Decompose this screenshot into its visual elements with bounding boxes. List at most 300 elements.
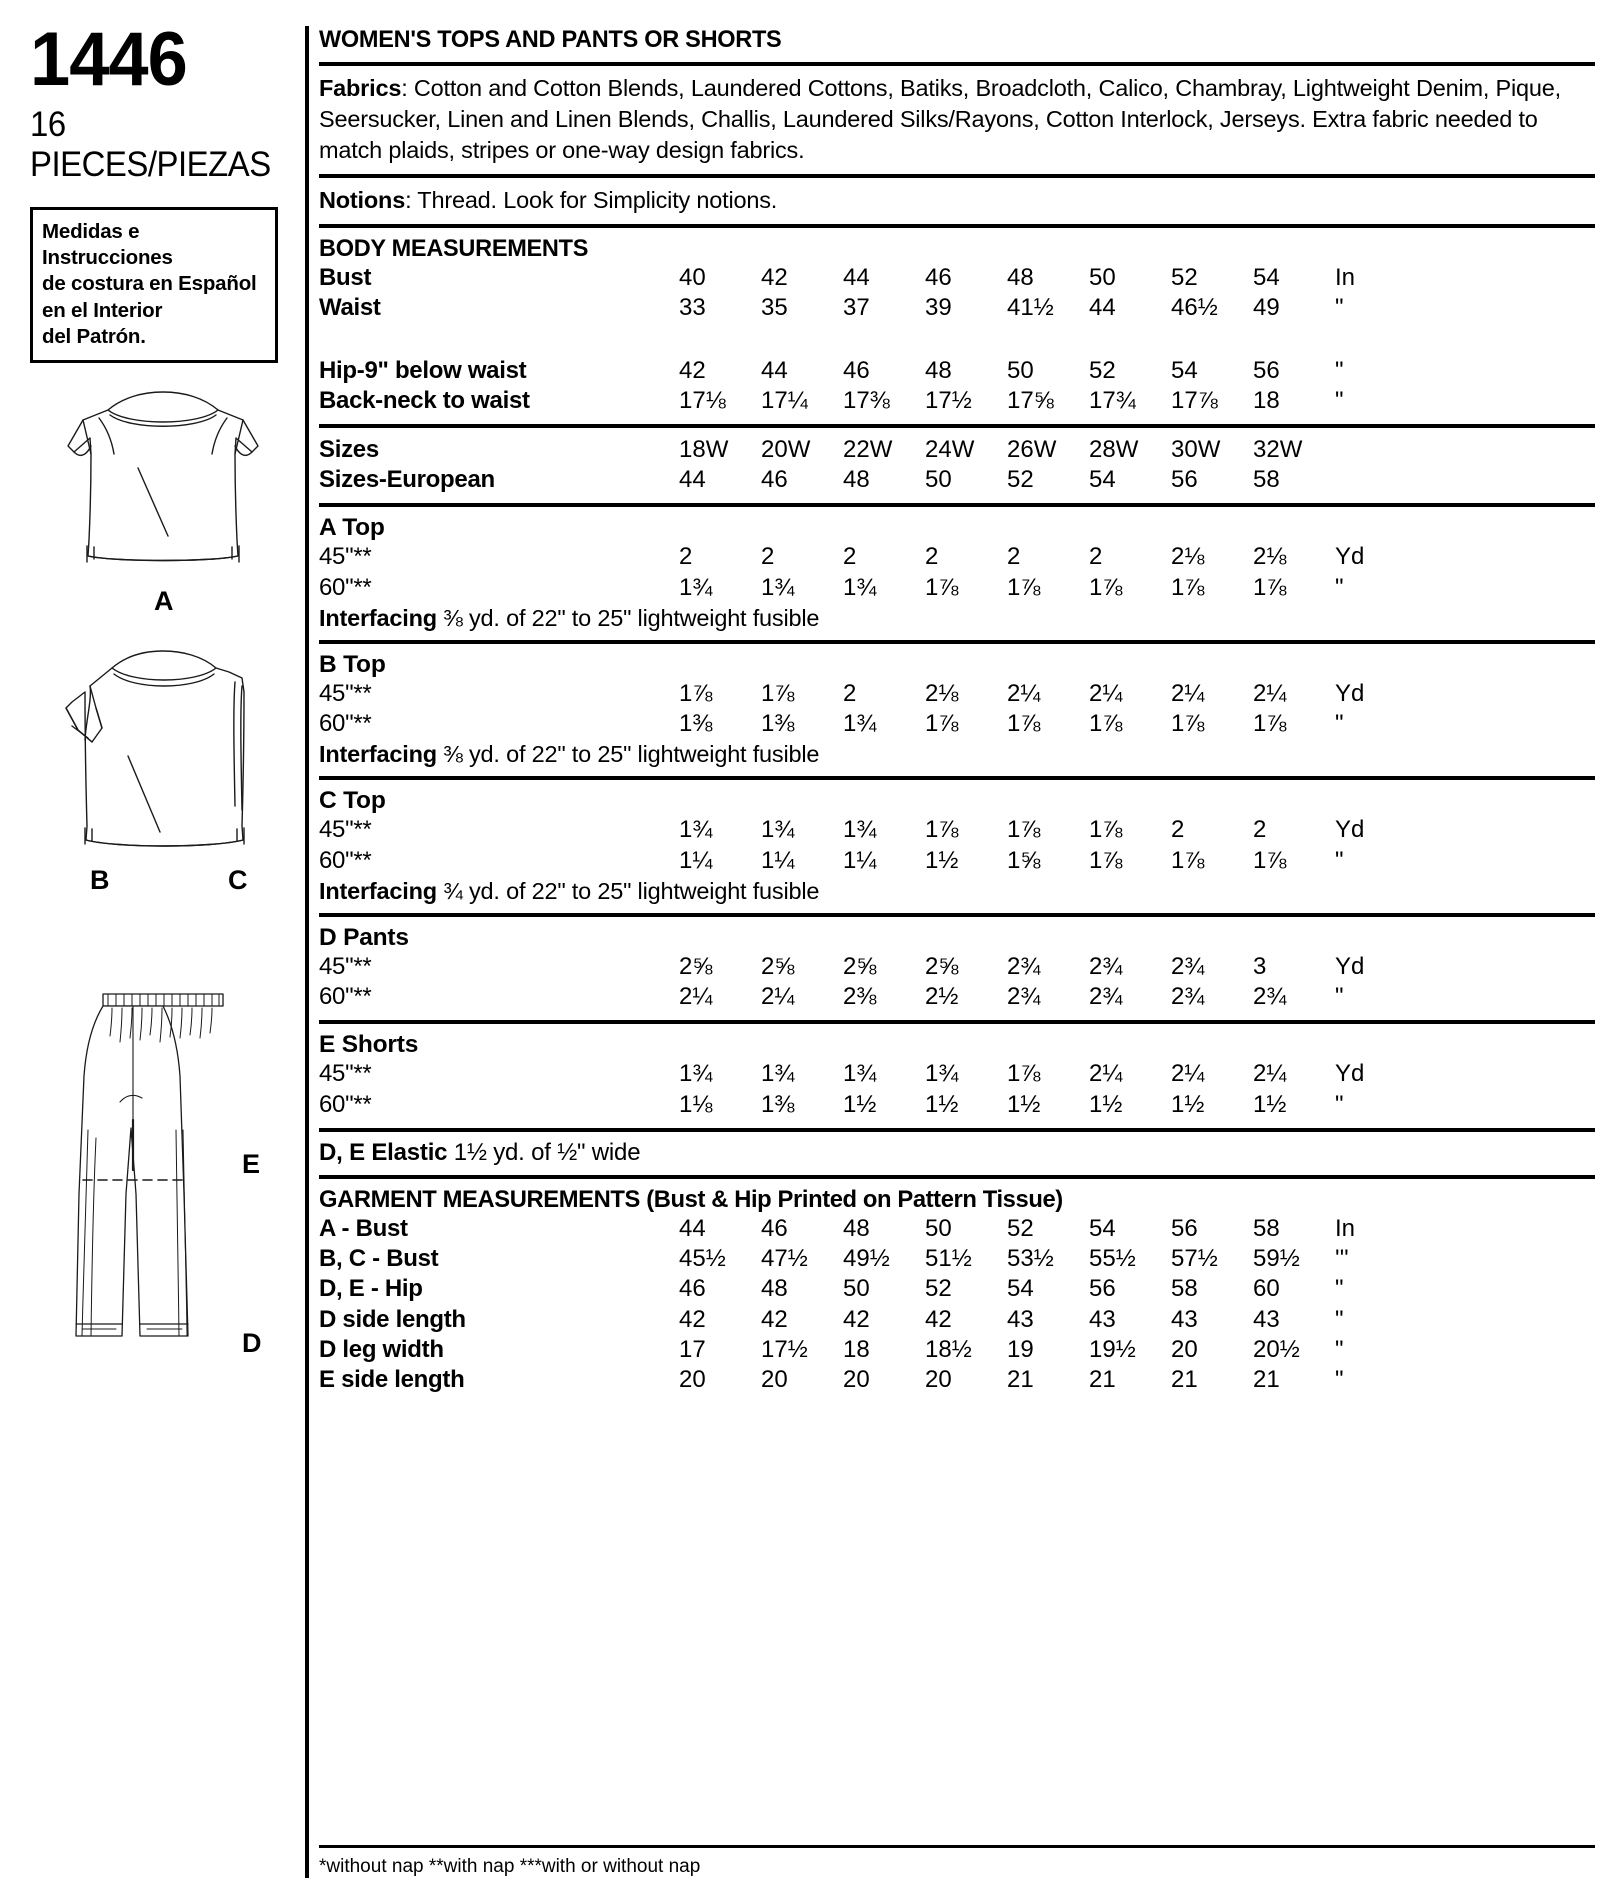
- cell: 46: [843, 356, 870, 384]
- view-d-title: D Pants: [319, 923, 409, 951]
- cell: 46: [925, 264, 952, 292]
- cell: 43: [1089, 1305, 1116, 1333]
- cell: 17⅜: [843, 386, 890, 414]
- view-c-title: C Top: [319, 787, 386, 815]
- cell: 54: [1089, 1214, 1116, 1242]
- row-label: B, C - Bust: [319, 1245, 439, 1273]
- cell: 39: [925, 294, 952, 322]
- cell: 52: [1171, 264, 1198, 292]
- table-row: [319, 1214, 1595, 1244]
- spanish-instructions-box: [30, 207, 278, 363]
- nap-footnote: *without nap **with nap ***with or without nap: [319, 1856, 701, 1877]
- cell: 20: [761, 1365, 788, 1393]
- row-unit: In: [1335, 264, 1356, 292]
- cell: 1⅞: [925, 710, 959, 738]
- figure-view-bc: [30, 630, 295, 920]
- cell: 1¾: [761, 1060, 795, 1088]
- cell: 2½: [925, 983, 959, 1011]
- interfacing-label: Interfacing: [319, 604, 437, 631]
- pieces-count: 16 PIECES/PIEZAS: [30, 104, 271, 184]
- cell: 49½: [843, 1245, 890, 1273]
- cell: 51½: [925, 1245, 972, 1273]
- divider: [319, 174, 1595, 178]
- view-a-interfacing: [319, 605, 1595, 632]
- cell: 50: [925, 1214, 952, 1242]
- row-unit: ": [1335, 356, 1344, 384]
- row-label: E side length: [319, 1365, 465, 1393]
- cell: 17¾: [1089, 386, 1136, 414]
- notions-label: Notions: [319, 187, 406, 214]
- cell: 1⅜: [761, 1090, 795, 1118]
- cell: 17: [679, 1335, 706, 1363]
- cell: 50: [925, 466, 952, 494]
- table-row: [319, 356, 1595, 386]
- cell: 1¾: [925, 1060, 959, 1088]
- cell: 1⅝: [1007, 846, 1041, 874]
- row-unit: ": [1335, 1090, 1344, 1118]
- cell: 2¾: [1171, 952, 1205, 980]
- row-unit: ": [1335, 710, 1344, 738]
- pattern-number: 1446: [30, 17, 187, 102]
- cell: 20: [843, 1365, 870, 1393]
- interfacing-label: Interfacing: [319, 877, 437, 904]
- cell: 42: [679, 1305, 706, 1333]
- cell: 1½: [1171, 1090, 1205, 1118]
- cell: 17⅛: [679, 386, 726, 414]
- cell: 54: [1089, 466, 1116, 494]
- row-label: Sizes-European: [319, 466, 495, 494]
- row-unit: ": [1335, 386, 1344, 414]
- divider: [319, 640, 1595, 644]
- cell: 22W: [843, 436, 893, 463]
- figure-label-e: E: [242, 1149, 261, 1179]
- cell: 17¼: [761, 386, 808, 414]
- cell: 44: [843, 264, 870, 292]
- cell: 30W: [1171, 436, 1221, 463]
- cell: 20½: [1253, 1335, 1300, 1363]
- view-a-title: A Top: [319, 514, 385, 542]
- elastic-text: 1½ yd. of ½" wide: [447, 1138, 641, 1166]
- cell: 43: [1253, 1305, 1280, 1333]
- cell: 50: [1007, 356, 1034, 384]
- row-label: 45"**: [319, 1060, 372, 1088]
- table-row: [319, 386, 1595, 416]
- view-c-interfacing: [319, 878, 1595, 905]
- fabrics-text: : Cotton and Cotton Blends, Laundered Cottons, Batiks, Broadcloth, Calico, Chambray, Lightweight Denim, Pique, Seersucker, Linen and Linen Blends, Challis, Laundered Silks/Rayons, Cotton Interlock, Jerseys. Extra fabric needed to match plaids, stripes or one-way design fabrics.: [319, 75, 1561, 164]
- spanish-line-2: de costura en Español: [42, 272, 257, 296]
- cell: 50: [843, 1275, 870, 1303]
- top-a-line-drawing: [30, 368, 295, 618]
- divider: [319, 776, 1595, 780]
- cell: 41½: [1007, 294, 1054, 322]
- cell: 1⅞: [925, 816, 959, 844]
- row-spacer: [319, 324, 1595, 356]
- cell: 17½: [925, 386, 972, 414]
- cell: 2¾: [1171, 983, 1205, 1011]
- table-row: [319, 846, 1595, 876]
- cell: 2¾: [1007, 952, 1041, 980]
- cell: 40: [679, 264, 706, 292]
- cell: 1¼: [761, 846, 795, 874]
- cell: 52: [1007, 466, 1034, 494]
- row-unit: Yd: [1335, 543, 1365, 571]
- view-b-interfacing: [319, 741, 1595, 768]
- top-bc-line-drawing: [30, 630, 295, 920]
- cell: 53½: [1007, 1245, 1054, 1273]
- view-e-title: E Shorts: [319, 1031, 419, 1059]
- cell: 1¼: [679, 846, 713, 874]
- row-label: 45"**: [319, 679, 372, 707]
- cell: 48: [843, 466, 870, 494]
- divider: [319, 62, 1595, 66]
- cell: 1⅞: [1007, 710, 1041, 738]
- cell: 56: [1253, 356, 1280, 384]
- interfacing-text: ⅜ yd. of 22" to 25" lightweight fusible: [436, 604, 820, 631]
- table-row: [319, 1335, 1595, 1365]
- cell: 48: [925, 356, 952, 384]
- cell: 28W: [1089, 436, 1139, 463]
- elastic-note: [319, 1139, 1595, 1167]
- row-label: 45"**: [319, 952, 372, 980]
- cell: 56: [1171, 466, 1198, 494]
- table-row: [319, 1274, 1595, 1304]
- cell: 2⅛: [925, 679, 959, 707]
- cell: 18½: [925, 1335, 972, 1363]
- cell: 2¼: [1089, 1060, 1123, 1088]
- cell: 56: [1171, 1214, 1198, 1242]
- cell: 1⅞: [1171, 573, 1205, 601]
- row-unit: Yd: [1335, 816, 1365, 844]
- cell: 1½: [1253, 1090, 1287, 1118]
- row-label: 60"**: [319, 710, 372, 738]
- row-unit: ": [1335, 983, 1344, 1011]
- cell: 2: [679, 543, 693, 571]
- left-column: [30, 17, 295, 363]
- cell: 42: [761, 1305, 788, 1333]
- table-row: [319, 1365, 1595, 1395]
- fabrics-label: Fabrics: [319, 75, 402, 101]
- notions-text: : Thread. Look for Simplicity notions.: [405, 187, 778, 214]
- cell: 2: [1171, 816, 1185, 844]
- table-row: [319, 1059, 1595, 1089]
- cell: 1½: [925, 846, 959, 874]
- view-b-title: B Top: [319, 650, 386, 678]
- cell: 2: [1007, 543, 1021, 571]
- cell: 46: [761, 466, 788, 494]
- cell: 2⅛: [1253, 543, 1287, 571]
- cell: 1¾: [679, 1060, 713, 1088]
- cell: 1¾: [843, 816, 877, 844]
- cell: 1¾: [679, 816, 713, 844]
- table-row: [319, 815, 1595, 845]
- cell: 1⅜: [761, 710, 795, 738]
- table-row: [319, 1244, 1595, 1274]
- cell: 60: [1253, 1275, 1280, 1303]
- table-row: [319, 263, 1595, 293]
- cell: 52: [1089, 356, 1116, 384]
- row-unit: Yd: [1335, 1060, 1365, 1088]
- cell: 1⅞: [1007, 816, 1041, 844]
- cell: 2: [843, 543, 857, 571]
- cell: 50: [1089, 264, 1116, 292]
- cell: 54: [1007, 1275, 1034, 1303]
- row-label: 60"**: [319, 983, 372, 1011]
- cell: 1¾: [843, 1060, 877, 1088]
- figure-view-de: [30, 980, 300, 1370]
- cell: 1⅞: [925, 573, 959, 601]
- cell: 2: [843, 679, 857, 707]
- cell: 2: [925, 543, 939, 571]
- figure-label-c: C: [228, 865, 248, 895]
- cell: 2⅛: [1171, 543, 1205, 571]
- cell: 42: [761, 264, 788, 292]
- fabrics-paragraph: [319, 73, 1595, 166]
- cell: 54: [1253, 264, 1280, 292]
- cell: 2¼: [1253, 679, 1287, 707]
- cell: 19: [1007, 1335, 1034, 1363]
- row-unit: ": [1335, 846, 1344, 874]
- cell: 57½: [1171, 1245, 1218, 1273]
- cell: 19½: [1089, 1335, 1136, 1363]
- table-row: [319, 679, 1595, 709]
- cell: 1⅞: [1171, 846, 1205, 874]
- cell: 1¾: [843, 573, 877, 601]
- interfacing-text: ⅜ yd. of 22" to 25" lightweight fusible: [436, 741, 820, 768]
- cell: 2¾: [1253, 983, 1287, 1011]
- row-label: Waist: [319, 294, 381, 322]
- row-unit: ": [1335, 573, 1344, 601]
- cell: 24W: [925, 436, 975, 463]
- cell: 48: [761, 1275, 788, 1303]
- spanish-line-4: del Patrón.: [42, 324, 146, 348]
- divider: [319, 1128, 1595, 1132]
- row-label: 60"**: [319, 573, 372, 601]
- row-label: 60"**: [319, 1090, 372, 1118]
- cell: 18: [843, 1335, 870, 1363]
- cell: 2¼: [761, 983, 795, 1011]
- cell: 2¾: [1089, 952, 1123, 980]
- cell: 56: [1089, 1275, 1116, 1303]
- row-unit: ''': [1335, 1245, 1349, 1273]
- cell: 45½: [679, 1245, 726, 1273]
- row-label: A - Bust: [319, 1214, 408, 1242]
- row-label: 45"**: [319, 816, 372, 844]
- row-label: D side length: [319, 1305, 466, 1333]
- cell: 58: [1253, 1214, 1280, 1242]
- cell: 1⅞: [1007, 1060, 1041, 1088]
- cell: 2¾: [1007, 983, 1041, 1011]
- cell: 1⅞: [1089, 573, 1123, 601]
- cell: 21: [1089, 1365, 1116, 1393]
- cell: 2¼: [1171, 1060, 1205, 1088]
- cell: 1⅞: [761, 679, 795, 707]
- cell: 20: [1171, 1335, 1198, 1363]
- cell: 18W: [679, 436, 729, 463]
- divider: [319, 913, 1595, 917]
- cell: 17½: [761, 1335, 808, 1363]
- cell: 35: [761, 294, 788, 322]
- cell: 1⅜: [679, 710, 713, 738]
- cell: 20: [925, 1365, 952, 1393]
- row-label: 45"**: [319, 543, 372, 571]
- divider: [319, 224, 1595, 228]
- cell: 21: [1253, 1365, 1280, 1393]
- cell: 1⅞: [1089, 710, 1123, 738]
- table-row: [319, 709, 1595, 739]
- cell: 21: [1171, 1365, 1198, 1393]
- cell: 20: [679, 1365, 706, 1393]
- row-label: Hip-9" below waist: [319, 356, 527, 384]
- body-measurements-title: BODY MEASUREMENTS: [319, 235, 589, 263]
- row-unit: ": [1335, 1335, 1344, 1363]
- page-title: WOMEN'S TOPS AND PANTS OR SHORTS: [319, 26, 782, 53]
- cell: 21: [1007, 1365, 1034, 1393]
- table-row: [319, 1305, 1595, 1335]
- cell: 26W: [1007, 436, 1057, 463]
- garment-measurements-title: GARMENT MEASUREMENTS (Bust & Hip Printed on Pattern Tissue): [319, 1185, 1063, 1213]
- divider: [319, 1175, 1595, 1179]
- cell: 2¾: [1089, 983, 1123, 1011]
- row-unit: ": [1335, 1365, 1344, 1393]
- cell: 2⅝: [679, 952, 713, 980]
- row-unit: ": [1335, 294, 1344, 322]
- cell: 59½: [1253, 1245, 1300, 1273]
- cell: 2: [761, 543, 775, 571]
- divider: [319, 1020, 1595, 1024]
- table-row: [319, 1090, 1595, 1120]
- row-label: D leg width: [319, 1335, 444, 1363]
- cell: 18: [1253, 386, 1280, 414]
- cell: 1⅞: [1089, 816, 1123, 844]
- row-unit: In: [1335, 1214, 1356, 1242]
- cell: 2⅝: [761, 952, 795, 980]
- table-row: [319, 465, 1595, 495]
- cell: 1⅞: [1007, 573, 1041, 601]
- cell: 44: [761, 356, 788, 384]
- cell: 48: [843, 1214, 870, 1242]
- table-row: [319, 293, 1595, 323]
- cell: 46: [679, 1275, 706, 1303]
- row-unit: Yd: [1335, 679, 1365, 707]
- cell: 46½: [1171, 294, 1218, 322]
- figure-label-b: B: [90, 865, 110, 895]
- cell: 1½: [843, 1090, 877, 1118]
- footnote-block: [305, 1845, 1595, 1878]
- table-row: [319, 952, 1595, 982]
- spanish-line-1: Medidas e Instrucciones: [42, 219, 173, 270]
- row-label: Sizes: [319, 436, 379, 463]
- cell: 48: [1007, 264, 1034, 292]
- cell: 42: [925, 1305, 952, 1333]
- cell: 37: [843, 294, 870, 322]
- row-label: D, E - Hip: [319, 1275, 423, 1303]
- cell: 47½: [761, 1245, 808, 1273]
- row-unit: ": [1335, 1305, 1344, 1333]
- elastic-label: D, E Elastic: [319, 1138, 448, 1166]
- row-label: Bust: [319, 264, 372, 292]
- cell: 1⅞: [1253, 573, 1287, 601]
- cell: 2¼: [679, 983, 713, 1011]
- cell: 20W: [761, 436, 811, 463]
- cell: 2¼: [1007, 679, 1041, 707]
- cell: 58: [1253, 466, 1280, 494]
- cell: 52: [925, 1275, 952, 1303]
- cell: 1⅞: [1089, 846, 1123, 874]
- table-row: [319, 542, 1595, 572]
- cell: 1⅞: [1171, 710, 1205, 738]
- interfacing-label: Interfacing: [319, 741, 437, 768]
- cell: 2: [1089, 543, 1103, 571]
- figure-view-a: [30, 368, 295, 618]
- cell: 1¾: [761, 816, 795, 844]
- cell: 1½: [925, 1090, 959, 1118]
- cell: 17⅞: [1171, 386, 1218, 414]
- spanish-line-3: en el Interior: [42, 298, 163, 322]
- row-unit: Yd: [1335, 952, 1365, 980]
- cell: 42: [679, 356, 706, 384]
- cell: 46: [761, 1214, 788, 1242]
- cell: 2⅝: [843, 952, 877, 980]
- cell: 33: [679, 294, 706, 322]
- divider: [319, 424, 1595, 428]
- notions-paragraph: [319, 185, 1595, 216]
- cell: 1½: [1007, 1090, 1041, 1118]
- table-row: [319, 435, 1595, 465]
- cell: 1⅛: [679, 1090, 713, 1118]
- cell: 1⅞: [679, 679, 713, 707]
- cell: 32W: [1253, 436, 1303, 463]
- cell: 1¾: [761, 573, 795, 601]
- divider: [319, 503, 1595, 507]
- cell: 1¾: [679, 573, 713, 601]
- cell: 44: [679, 1214, 706, 1242]
- cell: 58: [1171, 1275, 1198, 1303]
- table-row: [319, 982, 1595, 1012]
- cell: 1¾: [843, 710, 877, 738]
- row-unit: ": [1335, 1275, 1344, 1303]
- cell: 2¼: [1253, 1060, 1287, 1088]
- cell: 2¼: [1171, 679, 1205, 707]
- cell: 2⅝: [925, 952, 959, 980]
- row-label: 60"**: [319, 846, 372, 874]
- cell: 17⅝: [1007, 386, 1054, 414]
- row-label: Back-neck to waist: [319, 386, 530, 414]
- cell: 1⅞: [1253, 710, 1287, 738]
- cell: 49: [1253, 294, 1280, 322]
- cell: 2: [1253, 816, 1267, 844]
- figure-label-d: D: [242, 1328, 262, 1358]
- cell: 3: [1253, 952, 1267, 980]
- cell: 44: [679, 466, 706, 494]
- cell: 42: [843, 1305, 870, 1333]
- cell: 1½: [1089, 1090, 1123, 1118]
- table-row: [319, 573, 1595, 603]
- cell: 44: [1089, 294, 1116, 322]
- cell: 1⅞: [1253, 846, 1287, 874]
- right-column: [305, 26, 1595, 1871]
- cell: 43: [1007, 1305, 1034, 1333]
- cell: 1¼: [843, 846, 877, 874]
- cell: 52: [1007, 1214, 1034, 1242]
- cell: 2¼: [1089, 679, 1123, 707]
- cell: 55½: [1089, 1245, 1136, 1273]
- cell: 54: [1171, 356, 1198, 384]
- figure-label-a: A: [154, 586, 174, 616]
- divider: [319, 1845, 1595, 1848]
- cell: 43: [1171, 1305, 1198, 1333]
- cell: 2⅜: [843, 983, 877, 1011]
- interfacing-text: ¾ yd. of 22" to 25" lightweight fusible: [436, 877, 820, 904]
